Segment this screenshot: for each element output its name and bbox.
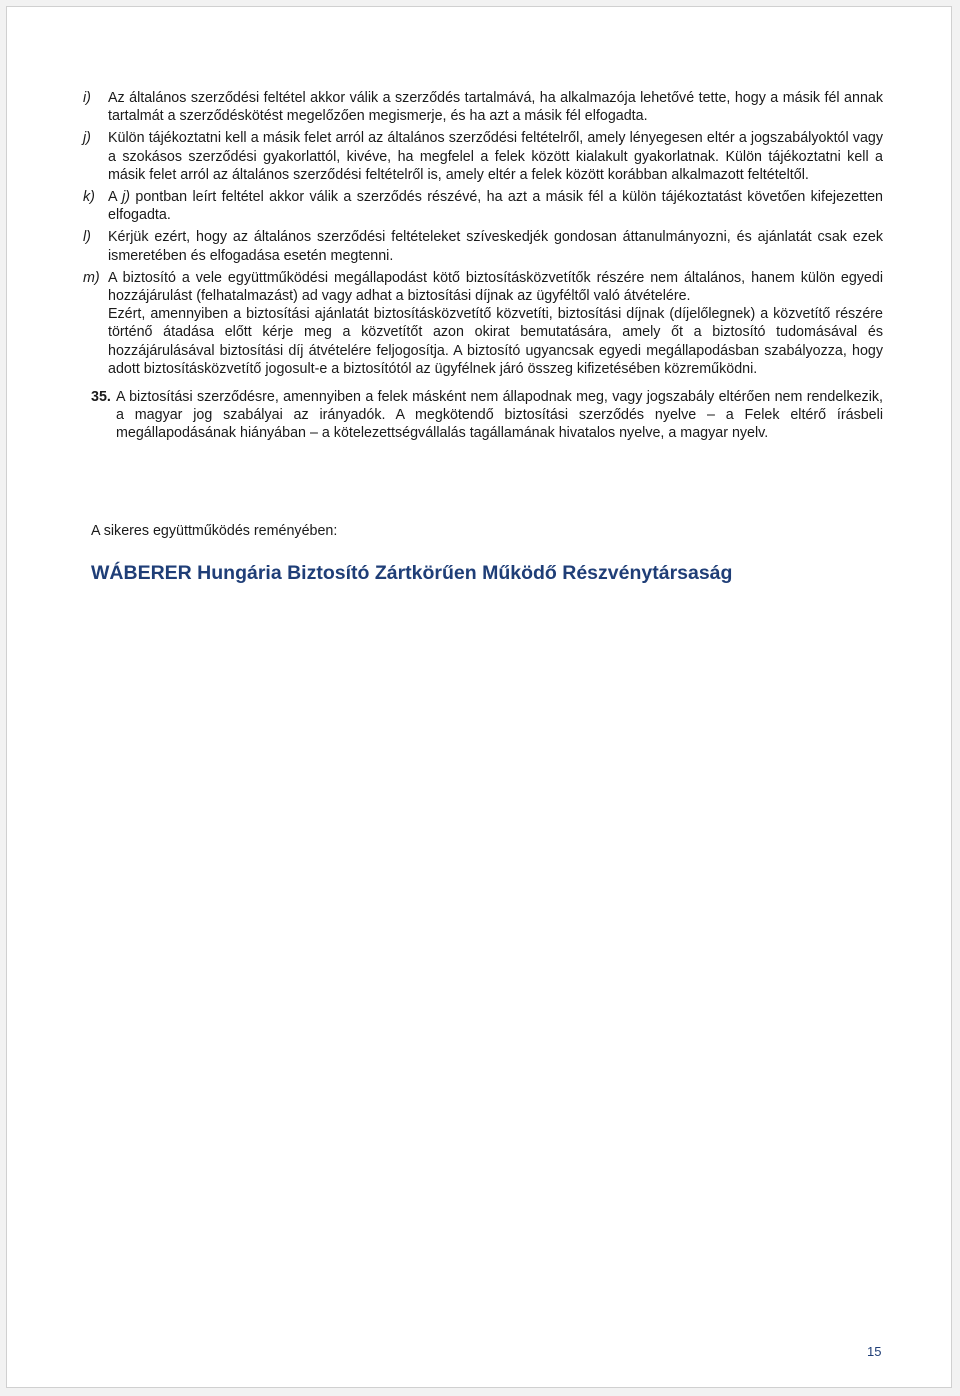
item-text xyxy=(108,269,883,378)
section-text: A biztosítási szerződésre, amennyiben a felek másként nem állapodnak meg, vagy jogszabály eltérően nem rendelkezik, a magyar jog szabályai az irányadók. A megkötendő biztosítási szerződés nyelve – a Felek eltérő írásbeli megállapodásának hiányában – a kötelezettségvállalás tagállamának hivatalos nyelve, a magyar nyelv. xyxy=(116,389,883,442)
item-text-rest: pontban leírt feltétel akkor válik a szerződés részévé, ha azt a másik fél a külön tájékoztatást követően kifejezetten elfogadta. xyxy=(108,189,883,224)
company-name: WÁBERER Hungária Biztosító Zártkörűen Működő Részvénytársaság xyxy=(91,562,733,584)
section-number: 35. xyxy=(91,389,111,406)
item-text: Kérjük ezért, hogy az általános szerződési feltételeket szíveskedjék gondosan áttanulmányozni, és ajánlatát csak ezek ismeretében és elfogadása esetén megtenni. xyxy=(108,229,883,264)
page-number: 15 xyxy=(867,1344,882,1359)
item-marker: m) xyxy=(83,269,100,286)
item-paragraph: A biztosító a vele együttműködési megállapodást kötő biztosításközvetítők részére nem általános, hanem külön egyedi hozzájárulást (felhatalmazást) ad vagy adhat a biztosítási díjnak az ügyféltől való átvételére. xyxy=(108,269,883,305)
document-page xyxy=(6,6,952,1388)
list-item-i xyxy=(83,89,883,125)
item-marker: j) xyxy=(83,130,91,147)
closing-line: A sikeres együttműködés reményében: xyxy=(91,523,338,539)
list-item-k xyxy=(83,188,883,224)
list-item-l xyxy=(83,228,883,264)
list-item-j xyxy=(83,129,883,184)
item-paragraph: Ezért, amennyiben a biztosítási ajánlatát biztosításközvetítő közvetíti, biztosítási díjnak (díjelőlegnek) a közvetítő részére történő átadása előtt kérje meg a közvetítőt azon okirat bemutatására, amely őt a biztosító tudomásával és hozzájárulásával biztosítási díj átvételére feljogosítja. A biztosító ugyancsak egyedi megállapodásban szabályozza, hogy adott biztosításközvetítő jogosult-e a biztosítótól az ügyfélnek járó összeg kifizetésében közreműködni. xyxy=(108,306,883,377)
item-text: Külön tájékoztatni kell a másik felet arról az általános szerződési feltételről, amely lényegesen eltér a jogszabályoktól vagy a szokásos szerződési gyakorlattól, kivéve, ha megfelel a felek között kialakult gyakorlatnak. Külön tájékoztatni kell a másik felet arról az általános szerződési feltételről is, amely eltér a felek között korábban alkalmazott feltételtől. xyxy=(108,130,883,183)
item-text-pre: A xyxy=(108,189,123,206)
item-reference: j) xyxy=(122,189,131,206)
item-marker: k) xyxy=(83,189,95,206)
item-text: Az általános szerződési feltétel akkor válik a szerződés tartalmává, ha alkalmazója lehetővé tette, hogy a másik fél annak tartalmát a szerződéskötést megelőzően megismerje, és ha azt a másik fél elfogadta. xyxy=(108,90,883,125)
item-marker: i) xyxy=(83,90,91,106)
section-35 xyxy=(91,388,883,443)
item-text xyxy=(108,188,883,224)
list-item-m xyxy=(83,269,883,378)
item-marker: l) xyxy=(83,229,91,246)
terms-list xyxy=(83,89,883,443)
